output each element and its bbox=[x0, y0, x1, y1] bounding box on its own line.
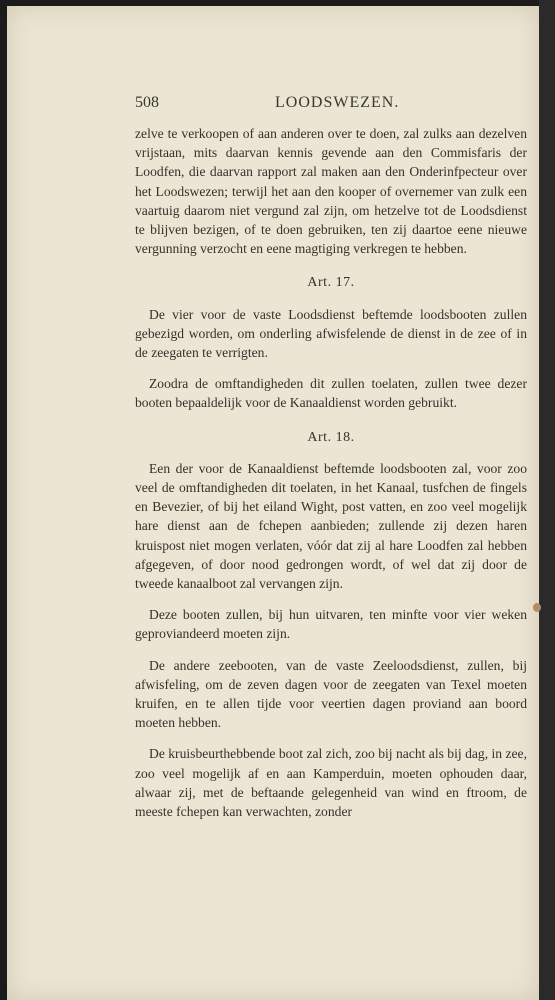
paragraph: Een der voor de Kanaaldienst beftemde loodsbooten zal, voor zoo veel de omftandigheden dit toelaten, in het Kanaal, tusfchen de fingels en Bevezier, of bij het eiland Wight, post vatten, en zoo veel mogelijk hare dienst aan de fchepen aanbieden; zullende zij dezen haren kruispost niet mogen verlaten, vóór dat zij al hare Loodfen zal hebben afgegeven, of door nood gedrongen wordt, of wel dat zij door de tweede kanaalboot zal vervangen zijn. bbox=[135, 460, 527, 592]
paragraph: De vier voor de vaste Loodsdienst beftemde loodsbooten zullen gebezigd worden, om onderling afwisfelende de dienst in de zee of in de zeegaten te verrigten. bbox=[135, 306, 527, 361]
article-heading: Art. 18. bbox=[307, 429, 355, 445]
page-number: 508 bbox=[135, 94, 159, 111]
article-heading: Art. 17. bbox=[307, 275, 355, 291]
paragraph: zelve te verkoopen of aan anderen over te doen, zal zulks aan dezelven vrijstaan, mits daarvan kennis gevende aan den Commisfaris der Loodfen, die daarvan rapport zal maken aan den Onderinfpecteur over het Loodswezen; terwijl het aan den kooper of overnemer van zulk een vaartuig daarom niet vergund zal zijn, om hetzelve tot de Loodsdienst te blijven bezigen, of te doen gebruiken, ten zij daartoe eene nieuwe vergunning verzocht en eene magtiging verkregen te hebben. bbox=[135, 126, 527, 257]
paragraph: De kruisbeurthebbende boot zal zich, zoo bij nacht als bij dag, in zee, zoo veel mogelijk af en aan Kamperduin, moeten ophouden daar, alwaar zij, met de beftaande gelegenheid van wind en ftroom, de meeste fchepen kan verwachten, zonder bbox=[135, 746, 527, 820]
running-head: LOODSWEZEN. bbox=[275, 94, 400, 111]
paper-stain bbox=[533, 603, 541, 612]
paragraph: De andere zeebooten, van de vaste Zeeloodsdienst, zullen, bij afwisfeling, om de zeven dagen voor de zeegaten van Texel moeten kruifen, en te allen tijde voor veertien dagen proviand aan boord moeten hebben. bbox=[135, 657, 527, 731]
paragraph: Deze booten zullen, bij hun uitvaren, ten minfte voor vier weken geproviandeerd moeten zijn. bbox=[135, 607, 527, 642]
page-body bbox=[135, 124, 527, 821]
dark-edge bbox=[539, 0, 555, 1000]
paragraph: Zoodra de omftandigheden dit zullen toelaten, zullen twee dezer booten bepaaldelijk voor de Kanaaldienst worden gebruikt. bbox=[135, 376, 527, 411]
page-header bbox=[135, 94, 527, 118]
